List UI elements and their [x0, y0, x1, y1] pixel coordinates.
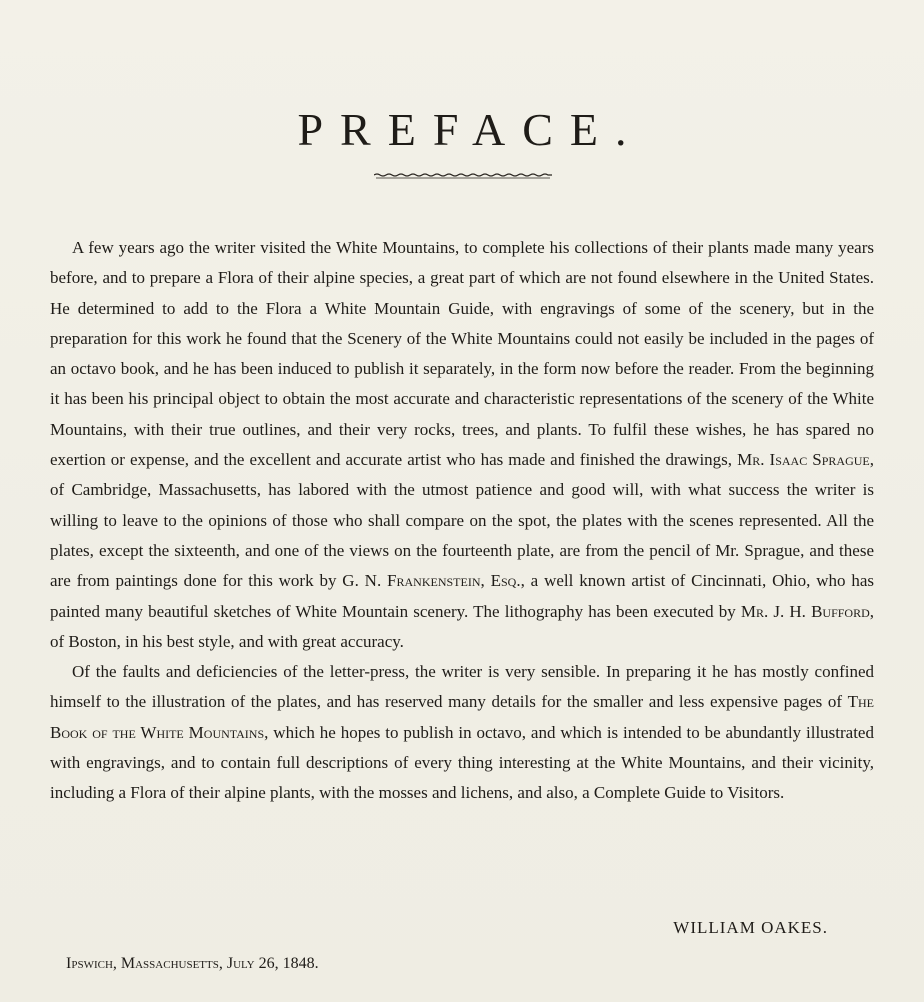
- lithographer-name-bufford: Mr. J. H. Bufford: [740, 601, 870, 621]
- place-and-date: Ipswich, Massachusetts, July 26, 1848.: [66, 955, 319, 972]
- paragraph-2-text-a: Of the faults and deficiencies of the letter-press, the writer is very sensible. In preparing it he has mostly confined himself to the illustration of the plates, and has reserved many details for the smaller and less expensive pages of: [50, 662, 874, 712]
- paragraph-1-text-c: , a well known artist of Cincinnati, Ohio, who has painted many beautiful sketches of White Mountain scenery. The lithography has been executed by: [50, 571, 874, 621]
- artist-name-frankenstein: G. N. Frankenstein, Esq.: [342, 571, 521, 591]
- paragraph-2: [50, 657, 874, 808]
- paragraph-1-text-b: , of Cambridge, Massachusetts, has labored with the utmost patience and good will, with what success the writer is willing to leave to the opinions of those who shall compare on the spot, the plates with the scenes represented. All the plates, except the sixteenth, and one of the views on the fourteenth plate, are from the pencil of Mr. Sprague, and these are from paintings done for this work by: [50, 450, 874, 591]
- paragraph-2-text-b: , which he hopes to publish in octavo, and which is intended to be abundantly illustrated with engravings, and to contain full descriptions of every thing interesting at the White Mountains, and their vicinity, including a Flora of their alpine plants, with the mosses and lichens, and also, a Complete Guide to Visitors.: [50, 722, 874, 803]
- author-signature: WILLIAM OAKES.: [673, 918, 828, 937]
- book-title: The Book of the White Mountains: [50, 692, 874, 742]
- decorative-rule: [374, 172, 552, 180]
- paragraph-1-text-d: , of Boston, in his best style, and with great accuracy.: [50, 601, 875, 651]
- artist-name-sprague: Mr. Isaac Sprague: [737, 450, 870, 470]
- paragraph-1-text-a: A few years ago the writer visited the White Mountains, to complete his collections of their plants made many years before, and to prepare a Flora of their alpine species, a great part of which are not found elsewhere in the United States. He determined to add to the Flora a White Mountain Guide, with engravings of some of the scenery, but in the preparation for this work he found that the Scenery of the White Mountains could not easily be included in the pages of an octavo book, and he has been induced to publish it separately, in the form now before the reader. From the beginning it has been his principal object to obtain the most accurate and characteristic representations of the scenery of the White Mountains, with their true outlines, and their very rocks, trees, and plants. To fulfil these wishes, he has spared no exertion or expense, and the excellent and accurate artist who has made and finished the drawings,: [50, 238, 874, 470]
- preface-body: [50, 233, 874, 809]
- paragraph-1: [50, 233, 874, 657]
- page-title: PREFACE.: [297, 103, 644, 155]
